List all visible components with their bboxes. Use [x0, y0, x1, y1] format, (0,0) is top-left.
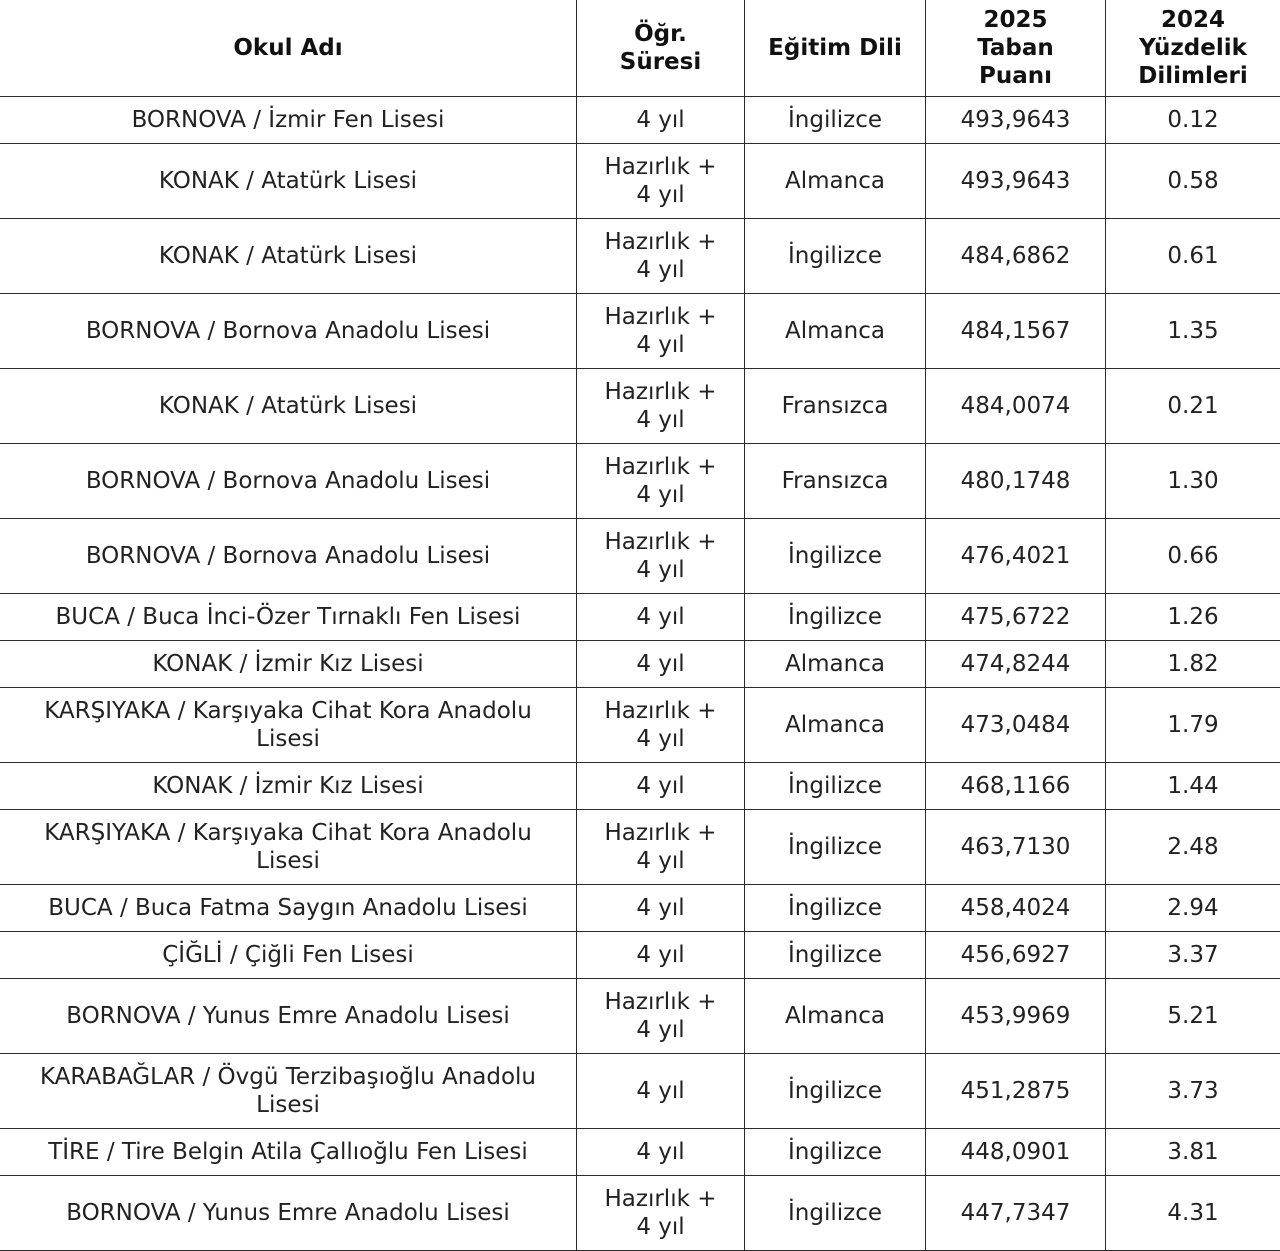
- cell-school-name: KONAK / Atatürk Lisesi: [0, 369, 577, 444]
- cell-base-score: 447,7347: [926, 1176, 1106, 1251]
- cell-base-score: 456,6927: [926, 932, 1106, 979]
- cell-language: Almanca: [745, 979, 926, 1054]
- cell-base-score: 484,0074: [926, 369, 1106, 444]
- cell-percentile: 1.82: [1106, 641, 1280, 688]
- table-row: [0, 519, 1280, 594]
- header-education-duration: Öğr. Süresi: [577, 0, 745, 97]
- table-row: [0, 294, 1280, 369]
- cell-percentile: 2.48: [1106, 810, 1280, 885]
- table-header-row: [0, 0, 1280, 97]
- cell-duration: Hazırlık + 4 yıl: [577, 1176, 745, 1251]
- cell-language: Almanca: [745, 294, 926, 369]
- cell-percentile: 3.37: [1106, 932, 1280, 979]
- cell-school-name: BORNOVA / Bornova Anadolu Lisesi: [0, 444, 577, 519]
- cell-language: İngilizce: [745, 1176, 926, 1251]
- cell-percentile: 1.35: [1106, 294, 1280, 369]
- cell-base-score: 475,6722: [926, 594, 1106, 641]
- cell-base-score: 453,9969: [926, 979, 1106, 1054]
- cell-language: İngilizce: [745, 763, 926, 810]
- table-row: [0, 444, 1280, 519]
- cell-duration: Hazırlık + 4 yıl: [577, 219, 745, 294]
- cell-base-score: 463,7130: [926, 810, 1106, 885]
- cell-language: Almanca: [745, 641, 926, 688]
- cell-language: İngilizce: [745, 932, 926, 979]
- cell-language: İngilizce: [745, 97, 926, 144]
- cell-school-name: KONAK / İzmir Kız Lisesi: [0, 641, 577, 688]
- cell-duration: Hazırlık + 4 yıl: [577, 369, 745, 444]
- cell-percentile: 1.79: [1106, 688, 1280, 763]
- cell-percentile: 2.94: [1106, 885, 1280, 932]
- cell-school-name: BORNOVA / Bornova Anadolu Lisesi: [0, 294, 577, 369]
- cell-percentile: 1.30: [1106, 444, 1280, 519]
- table-row: [0, 219, 1280, 294]
- cell-language: İngilizce: [745, 1129, 926, 1176]
- cell-language: İngilizce: [745, 519, 926, 594]
- cell-school-name: ÇİĞLİ / Çiğli Fen Lisesi: [0, 932, 577, 979]
- cell-percentile: 3.81: [1106, 1129, 1280, 1176]
- cell-language: İngilizce: [745, 810, 926, 885]
- cell-duration: Hazırlık + 4 yıl: [577, 519, 745, 594]
- cell-language: Almanca: [745, 144, 926, 219]
- table-row: [0, 763, 1280, 810]
- cell-school-name: BUCA / Buca Fatma Saygın Anadolu Lisesi: [0, 885, 577, 932]
- cell-school-name: BORNOVA / Yunus Emre Anadolu Lisesi: [0, 1176, 577, 1251]
- cell-school-name: BORNOVA / Bornova Anadolu Lisesi: [0, 519, 577, 594]
- cell-language: İngilizce: [745, 885, 926, 932]
- cell-base-score: 473,0484: [926, 688, 1106, 763]
- cell-base-score: 458,4024: [926, 885, 1106, 932]
- header-school-name: Okul Adı: [0, 0, 577, 97]
- cell-base-score: 476,4021: [926, 519, 1106, 594]
- cell-duration: 4 yıl: [577, 1054, 745, 1129]
- cell-duration: 4 yıl: [577, 641, 745, 688]
- cell-language: Almanca: [745, 688, 926, 763]
- table-row: [0, 641, 1280, 688]
- cell-school-name: KARŞIYAKA / Karşıyaka Cihat Kora Anadolu Lisesi: [0, 688, 577, 763]
- cell-base-score: 493,9643: [926, 97, 1106, 144]
- cell-language: Fransızca: [745, 369, 926, 444]
- cell-percentile: 0.12: [1106, 97, 1280, 144]
- cell-language: Fransızca: [745, 444, 926, 519]
- cell-language: İngilizce: [745, 219, 926, 294]
- cell-percentile: 1.26: [1106, 594, 1280, 641]
- cell-percentile: 0.21: [1106, 369, 1280, 444]
- cell-duration: 4 yıl: [577, 932, 745, 979]
- table-row: [0, 1176, 1280, 1251]
- table-row: [0, 932, 1280, 979]
- header-base-score-2025: 2025 Taban Puanı: [926, 0, 1106, 97]
- cell-percentile: 0.58: [1106, 144, 1280, 219]
- cell-base-score: 484,1567: [926, 294, 1106, 369]
- cell-percentile: 1.44: [1106, 763, 1280, 810]
- table-row: [0, 688, 1280, 763]
- header-education-language: Eğitim Dili: [745, 0, 926, 97]
- cell-school-name: BORNOVA / İzmir Fen Lisesi: [0, 97, 577, 144]
- cell-school-name: KONAK / Atatürk Lisesi: [0, 144, 577, 219]
- cell-duration: Hazırlık + 4 yıl: [577, 294, 745, 369]
- cell-duration: 4 yıl: [577, 594, 745, 641]
- cell-duration: Hazırlık + 4 yıl: [577, 444, 745, 519]
- table-row: [0, 979, 1280, 1054]
- cell-duration: 4 yıl: [577, 1129, 745, 1176]
- cell-school-name: TİRE / Tire Belgin Atila Çallıoğlu Fen Lisesi: [0, 1129, 577, 1176]
- cell-duration: Hazırlık + 4 yıl: [577, 810, 745, 885]
- cell-language: İngilizce: [745, 594, 926, 641]
- cell-percentile: 3.73: [1106, 1054, 1280, 1129]
- cell-language: İngilizce: [745, 1054, 926, 1129]
- cell-base-score: 474,8244: [926, 641, 1106, 688]
- cell-percentile: 0.66: [1106, 519, 1280, 594]
- cell-school-name: BORNOVA / Yunus Emre Anadolu Lisesi: [0, 979, 577, 1054]
- table-row: [0, 1054, 1280, 1129]
- header-percentile-2024: 2024 Yüzdelik Dilimleri: [1106, 0, 1280, 97]
- cell-school-name: KARABAĞLAR / Övgü Terzibaşıoğlu Anadolu Lisesi: [0, 1054, 577, 1129]
- table-row: [0, 885, 1280, 932]
- cell-duration: Hazırlık + 4 yıl: [577, 688, 745, 763]
- table-row: [0, 810, 1280, 885]
- table-row: [0, 1129, 1280, 1176]
- table-row: [0, 97, 1280, 144]
- cell-base-score: 448,0901: [926, 1129, 1106, 1176]
- cell-duration: 4 yıl: [577, 97, 745, 144]
- cell-base-score: 493,9643: [926, 144, 1106, 219]
- cell-school-name: BUCA / Buca İnci-Özer Tırnaklı Fen Lisesi: [0, 594, 577, 641]
- cell-school-name: KARŞIYAKA / Karşıyaka Cihat Kora Anadolu Lisesi: [0, 810, 577, 885]
- cell-percentile: 0.61: [1106, 219, 1280, 294]
- cell-base-score: 484,6862: [926, 219, 1106, 294]
- cell-base-score: 480,1748: [926, 444, 1106, 519]
- table-row: [0, 144, 1280, 219]
- cell-school-name: KONAK / Atatürk Lisesi: [0, 219, 577, 294]
- cell-school-name: KONAK / İzmir Kız Lisesi: [0, 763, 577, 810]
- cell-duration: 4 yıl: [577, 885, 745, 932]
- cell-base-score: 451,2875: [926, 1054, 1106, 1129]
- table-row: [0, 594, 1280, 641]
- table-row: [0, 369, 1280, 444]
- cell-duration: 4 yıl: [577, 763, 745, 810]
- cell-duration: Hazırlık + 4 yıl: [577, 979, 745, 1054]
- cell-duration: Hazırlık + 4 yıl: [577, 144, 745, 219]
- cell-base-score: 468,1166: [926, 763, 1106, 810]
- cell-percentile: 5.21: [1106, 979, 1280, 1054]
- cell-percentile: 4.31: [1106, 1176, 1280, 1251]
